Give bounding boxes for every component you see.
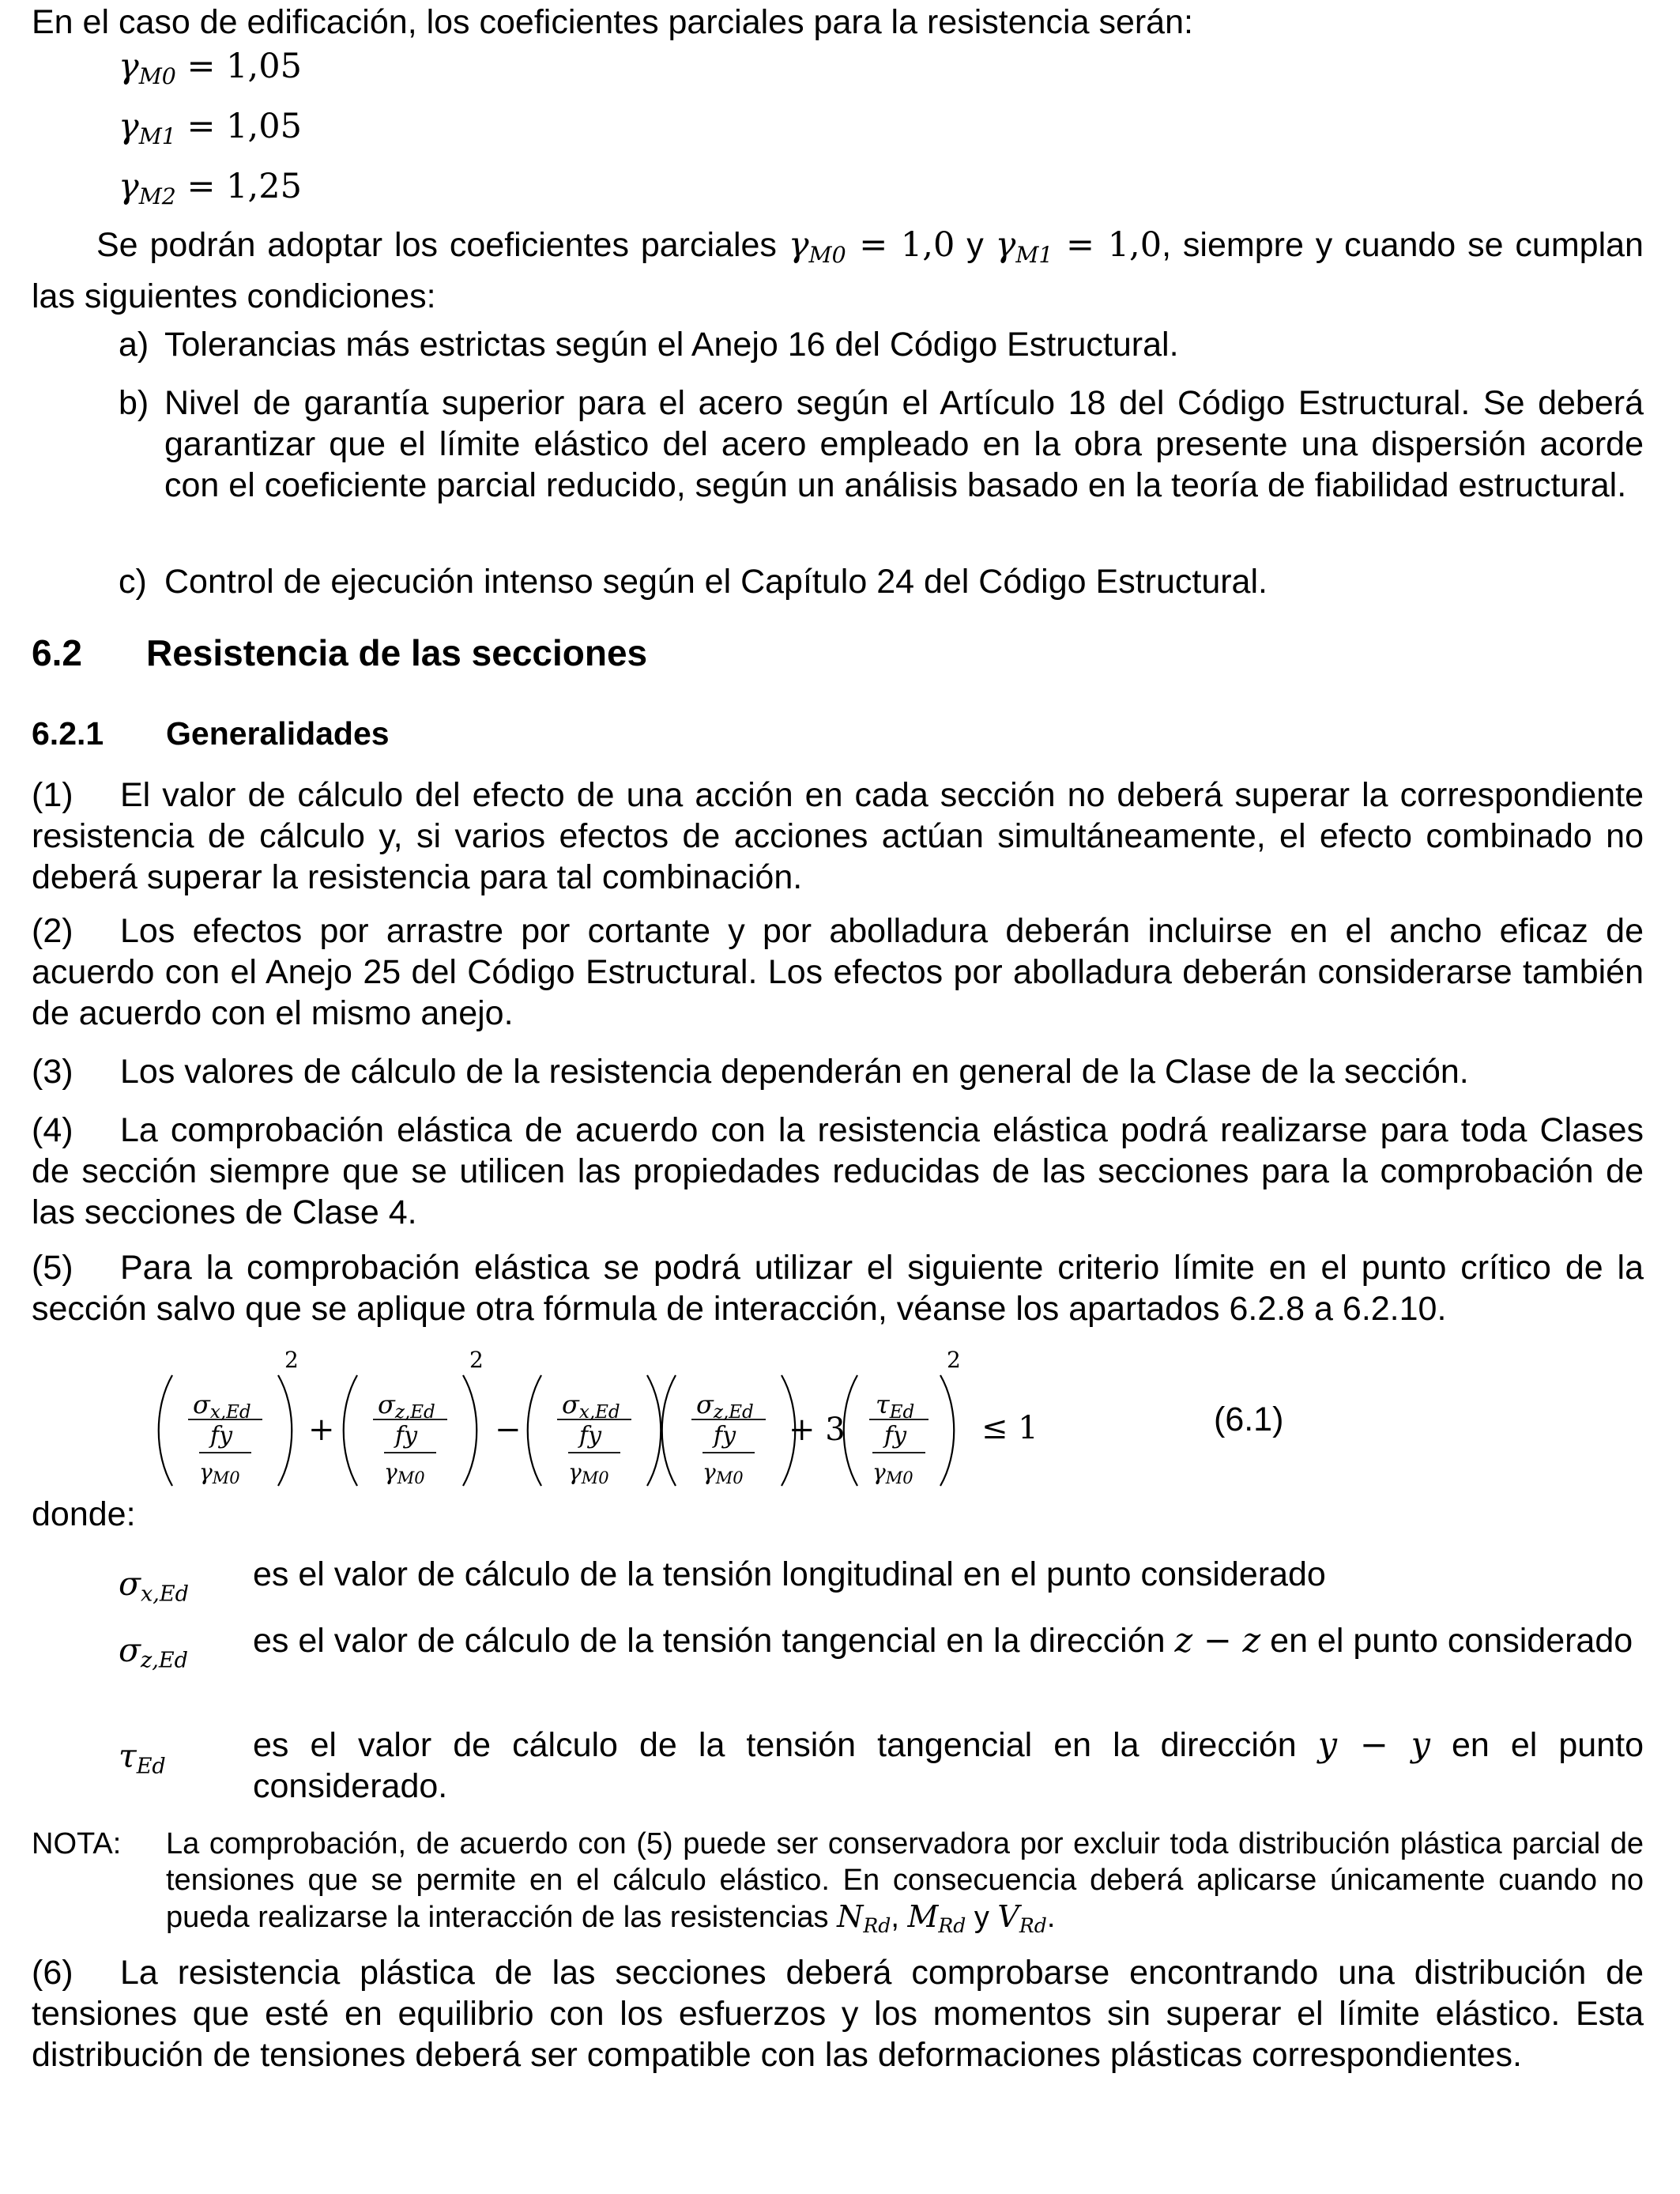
adopt-paragraph: Se podrán adoptar los coeficientes parciales $\gamma_{M0} = 1,0$ y $\gamma_{M1} = 1,0$, siempre y cuando se cumplan las siguientes condiciones: (32, 225, 1644, 315)
condition-b: b) Nivel de garantía superior para el acero según el Artículo 18 del Código Estructural. Se deberá garantizar que el límite elástico del acero empleado en la obra presente una dispersión acorde con el coeficiente parcial reducido, según un análisis basado en la teoría de fiabilidad estructural. (119, 384, 1644, 504)
gamma-m2-line: $\gamma_{M2} = 1,25$ (119, 167, 302, 209)
eq-gamma: γM0 (568, 1459, 609, 1487)
eq-fy: fy (714, 1422, 736, 1449)
eq-gamma: γM0 (384, 1459, 425, 1487)
eq-exponent: 2 (469, 1347, 484, 1373)
def-text-sigma-z: es el valor de cálculo de la tensión tangencial en la dirección z − z en el punto considerado (253, 1621, 1633, 1661)
eq-rhs: ≤ 1 (981, 1410, 1038, 1446)
eq-gamma: γM0 (199, 1459, 240, 1487)
gamma-m0-line: $\gamma_{M0} = 1,05$ (119, 47, 302, 89)
paragraph-4: (4) La comprobación elástica de acuerdo con la resistencia elástica podrá realizarse para toda Clases de sección siempre que se utilicen las propiedades reducidas de las secciones para la comprobación de las secciones de Clase 4. (32, 1111, 1644, 1231)
eq-tau: τEd (876, 1389, 915, 1423)
def-text-sigma-x: es el valor de cálculo de la tensión longitudinal en el punto considerado (253, 1555, 1326, 1593)
gamma-m1-line: $\gamma_{M1} = 1,05$ (119, 107, 302, 149)
eq-sigma-x: σx,Ed (562, 1389, 620, 1423)
eq-exponent: 2 (284, 1347, 299, 1373)
def-text-tau: es el valor de cálculo de la tensión tangencial en la dirección y − y en el punto considerado. (253, 1725, 1644, 1805)
note-text: La comprobación, de acuerdo con (5) puede ser conservadora por excluir toda distribución plástica parcial de tensiones que se permite en el cálculo elástico. En consecuencia deberá aplicarse únicamente cuando no pueda realizarse la interacción de las resistencias $N_{Rd}$, $M_{Rd}$ y $V_{Rd}$. (166, 1827, 1644, 1938)
eq-minus: − (495, 1412, 522, 1448)
eq-sigma-z: σz,Ed (378, 1389, 435, 1423)
subsection-heading: 6.2.1 Generalidades (32, 715, 390, 752)
paragraph-2: (2) Los efectos por arrastre por cortante y por abolladura deberán incluirse en el ancho eficaz de acuerdo con el Anejo 25 del Código Estructural. Los efectos por abolladura deberán considerarse también de acuerdo con el mismo anejo. (32, 912, 1644, 1032)
interaction-formula (150, 1344, 1256, 1494)
equation-number: (6.1) (1214, 1400, 1284, 1438)
eq-fy: fy (579, 1422, 602, 1449)
note-block: NOTA: La comprobación, de acuerdo con (5) puede ser conservadora por excluir toda distribución plástica parcial de tensiones que se permite en el cálculo elástico. En consecuencia deberá aplicarse únicamente cuando no pueda realizarse la interacción de las resistencias $N_{Rd}$, $M_{Rd}$ y $V_{Rd}$. (32, 1826, 1644, 1944)
donde-label: donde: (32, 1495, 136, 1533)
eq-gamma: γM0 (872, 1459, 913, 1487)
paragraph-3: (3) Los valores de cálculo de la resistencia dependerán en general de la Clase de la sección. (32, 1053, 1469, 1091)
def-symbol-sigma-x: $\sigma_{x,Ed}$ (119, 1565, 189, 1607)
condition-a: a) Tolerancias más estrictas según el Anejo 16 del Código Estructural. (119, 326, 1179, 364)
condition-c: c) Control de ejecución intenso según el Capítulo 24 del Código Estructural. (119, 563, 1268, 601)
eq-plus: + (308, 1412, 335, 1448)
eq-fy: fy (210, 1422, 233, 1449)
eq-gamma: γM0 (703, 1459, 744, 1487)
def-symbol-sigma-z: $\sigma_{z,Ed}$ (119, 1631, 188, 1673)
eq-sigma-x: σx,Ed (193, 1389, 251, 1423)
eq-sigma-z: σz,Ed (696, 1389, 754, 1423)
eq-fy: fy (395, 1422, 418, 1449)
eq-plus-3: + 3 (789, 1412, 846, 1448)
def-symbol-tau: $\tau_{Ed}$ (119, 1737, 166, 1779)
intro-text: En el caso de edificación, los coeficientes parciales para la resistencia serán: (32, 3, 1193, 41)
paragraph-1: (1) El valor de cálculo del efecto de una acción en cada sección no deberá superar la correspondiente resistencia de cálculo y, si varios efectos de acciones actúan simultáneamente, el efecto combinado no deberá superar la resistencia para tal combinación. (32, 776, 1644, 896)
eq-exponent: 2 (947, 1347, 961, 1373)
paragraph-5: (5) Para la comprobación elástica se podrá utilizar el siguiente criterio límite en el punto crítico de la sección salvo que se aplique otra fórmula de interacción, véanse los apartados 6.2.8 a 6.2.10. (32, 1249, 1644, 1328)
paragraph-6: (6) La resistencia plástica de las secciones deberá comprobarse encontrando una distribución de tensiones que esté en equilibrio con los esfuerzos y los momentos sin superar el límite elástico. Esta distribución de tensiones deberá ser compatible con las deformaciones plásticas correspondientes. (32, 1954, 1644, 2074)
eq-fy: fy (884, 1422, 907, 1449)
section-heading: 6.2 Resistencia de las secciones (32, 632, 648, 673)
